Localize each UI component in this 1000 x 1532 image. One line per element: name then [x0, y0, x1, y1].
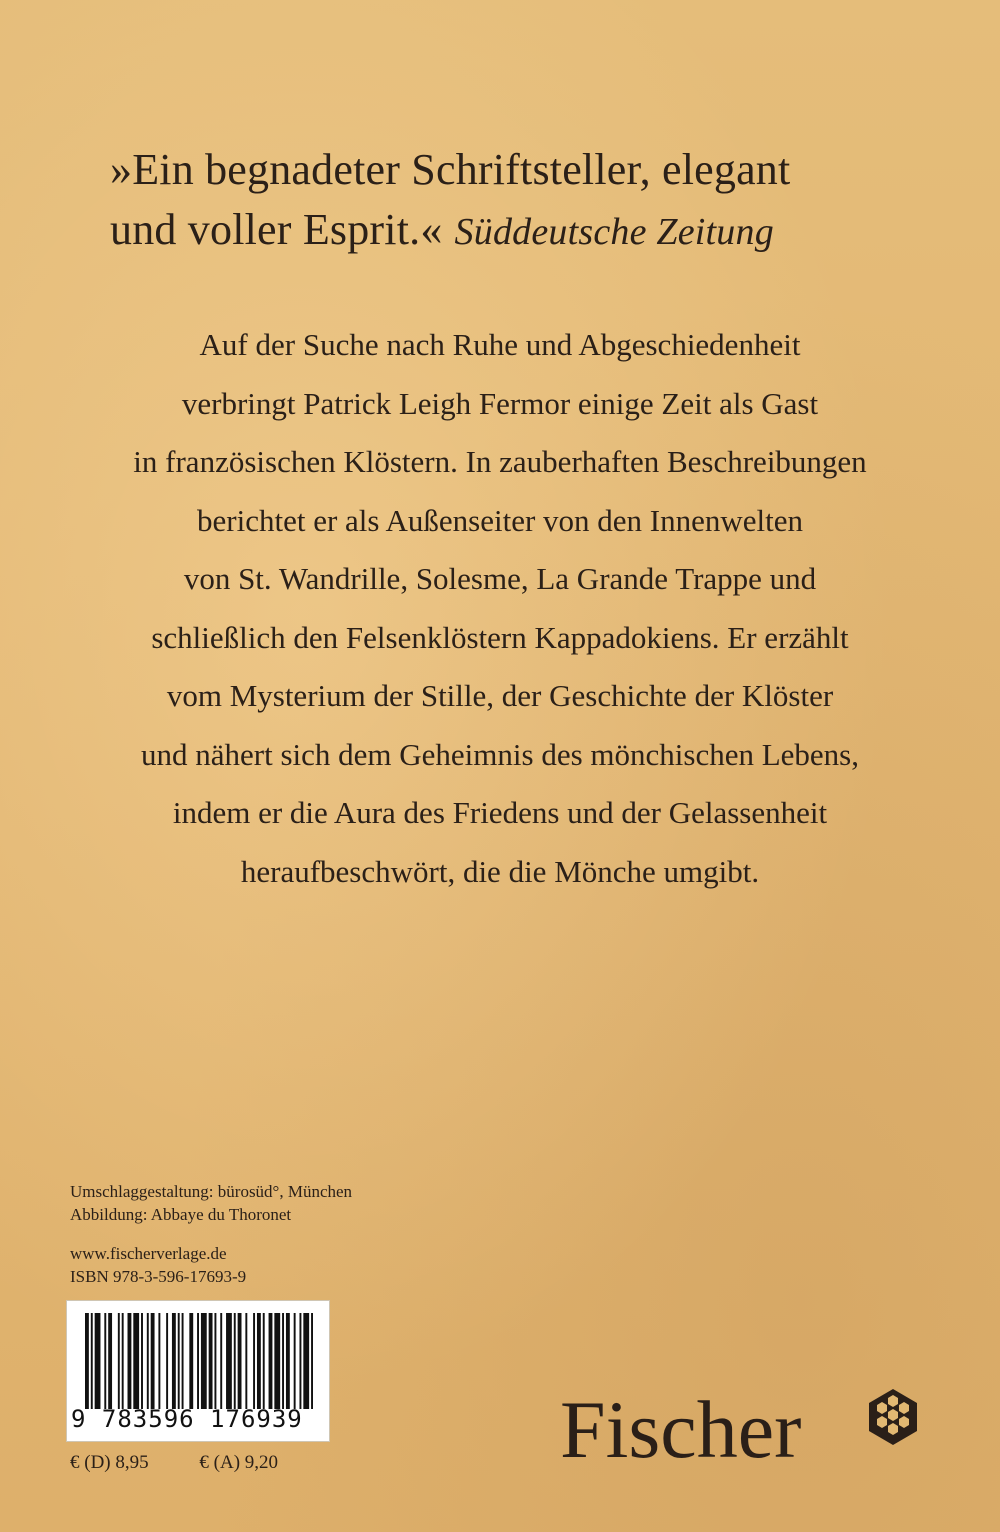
barcode-bar	[189, 1313, 193, 1409]
blurb-line: berichtet er als Außenseiter von den Innenwelten	[197, 502, 803, 538]
barcode-bars	[85, 1313, 313, 1409]
price-line	[70, 1452, 370, 1474]
quote-line-2	[110, 200, 930, 262]
barcode-bar	[214, 1313, 216, 1409]
blurb-line: heraufbeschwört, die die Mönche umgibt.	[240, 853, 760, 889]
barcode-bar	[133, 1313, 139, 1409]
barcode-bar	[118, 1313, 120, 1409]
barcode-bar	[274, 1313, 280, 1409]
barcode-bar	[128, 1313, 132, 1409]
fischer-hexagon-logo-icon	[864, 1388, 922, 1446]
barcode-bar	[91, 1313, 93, 1409]
barcode-bar	[108, 1313, 112, 1409]
price-austria: € (A) 9,20	[199, 1452, 279, 1473]
press-quote	[110, 140, 930, 262]
blurb-line: von St. Wandrille, Solesme, La Grande Trappe und	[183, 561, 817, 596]
blurb-line: vom Mysterium der Stille, der Geschichte der Klöster	[166, 678, 834, 713]
barcode-bar	[147, 1313, 149, 1409]
barcode-bar	[294, 1313, 296, 1409]
barcode-bar	[178, 1313, 180, 1409]
publisher-wordmark: Fischer	[560, 1384, 802, 1475]
barcode-bar	[234, 1313, 236, 1409]
barcode-bar	[263, 1313, 265, 1409]
barcode-bar	[182, 1313, 184, 1409]
quote-source: Süddeutsche Zeitung	[454, 211, 774, 253]
price-germany: € (D) 8,95	[70, 1452, 149, 1473]
blurb-line: indem er die Aura des Friedens und der Gelassenheit	[172, 795, 828, 830]
barcode-bar	[166, 1313, 168, 1409]
barcode-bar	[122, 1313, 124, 1409]
cover-design-credit: Umschlaggestaltung: bürosüd°, München	[70, 1182, 353, 1201]
barcode-bar	[209, 1313, 213, 1409]
barcode-bar	[303, 1313, 309, 1409]
publication-credits	[70, 1180, 490, 1288]
image-credit: Abbildung: Abbaye du Thoronet	[70, 1205, 292, 1224]
book-blurb	[60, 316, 940, 901]
barcode-bar	[257, 1313, 261, 1409]
blurb-line: in französischen Klöstern. In zauberhaften Beschreibungen	[133, 444, 867, 479]
barcode-bar	[311, 1313, 313, 1409]
barcode-bar	[269, 1313, 273, 1409]
blurb-line: schließlich den Felsenklöstern Kappadokiens. Er erzählt	[151, 619, 849, 655]
barcode-bar	[95, 1313, 101, 1409]
barcode-bar	[226, 1313, 232, 1409]
barcode-bar	[158, 1313, 160, 1409]
barcode-digits: 9 783596 176939	[71, 1405, 303, 1433]
barcode-bar	[172, 1313, 176, 1409]
publisher-website: www.fischerverlage.de	[70, 1244, 227, 1263]
barcode-bar	[141, 1313, 143, 1409]
barcode-bar	[220, 1313, 222, 1409]
barcode-bar	[197, 1313, 199, 1409]
blurb-line: Auf der Suche nach Ruhe und Abgeschiedenheit	[199, 327, 801, 362]
barcode-bar	[85, 1313, 89, 1409]
barcode-bar	[151, 1313, 155, 1409]
isbn-number: ISBN 978-3-596-17693-9	[70, 1267, 247, 1286]
barcode-bar	[299, 1313, 301, 1409]
barcode-bar	[104, 1313, 106, 1409]
blurb-line: und nähert sich dem Geheimnis des mönchischen Lebens,	[141, 736, 859, 772]
blurb-line: verbringt Patrick Leigh Fermor einige Zeit als Gast	[181, 385, 819, 421]
barcode-bar	[201, 1313, 207, 1409]
barcode-bar	[245, 1313, 247, 1409]
quote-line-1: »Ein begnadeter Schriftsteller, elegant	[110, 145, 791, 194]
barcode-bar	[253, 1313, 255, 1409]
quote-line-2-text: und voller Esprit.«	[110, 205, 443, 254]
barcode-bar	[282, 1313, 284, 1409]
barcode-bar	[286, 1313, 290, 1409]
credits-spacer	[70, 1226, 490, 1242]
barcode-label	[66, 1300, 330, 1442]
barcode-bar	[238, 1313, 242, 1409]
